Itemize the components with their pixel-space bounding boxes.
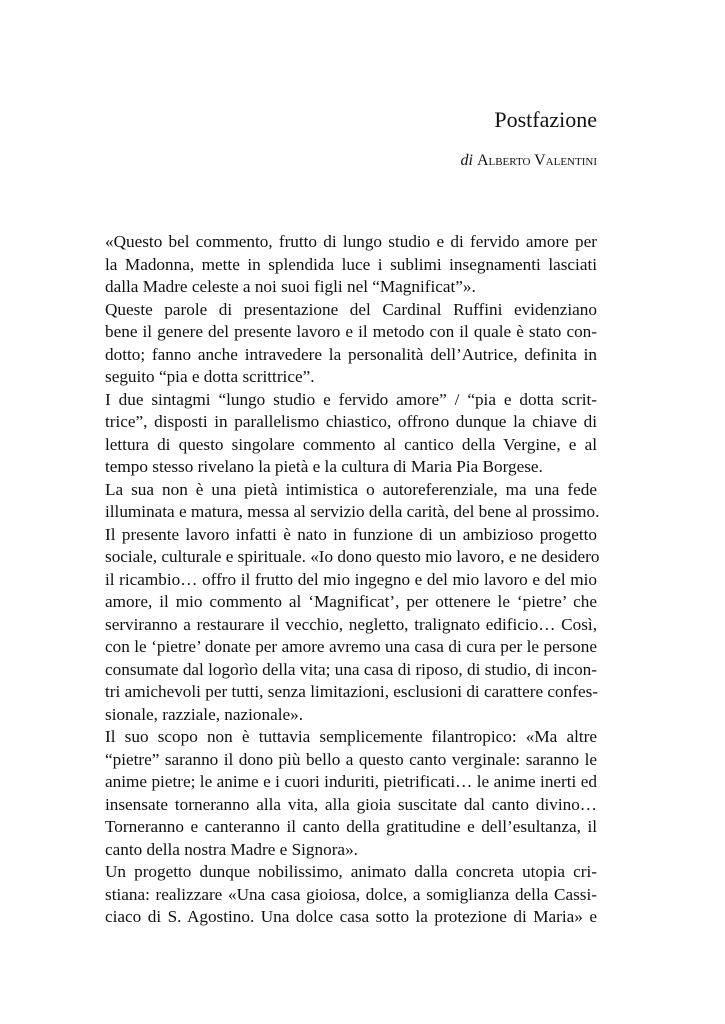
text-line: I due sintagmi “lungo studio e fervido amore” / “pia e dotta scrit- [105, 389, 597, 409]
text-line: insensate torneranno alla vita, alla gioia suscitate dal canto divino… [105, 794, 597, 814]
body-text [86, 231, 600, 929]
text-line: Un progetto dunque nobilissimo, animato dalla concreta utopia cri- [105, 862, 597, 881]
text-line: seguito “pia e dotta scrittrice”. [105, 367, 315, 386]
text-line: canto della nostra Madre e Signora». [105, 839, 358, 859]
paragraph [86, 299, 597, 389]
text-line: sociale, culturale e spirituale. «Io dono questo mio lavoro, e ne desidero [105, 547, 600, 566]
text-line: stiana: realizzare «Una casa gioiosa, dolce, a somiglianza della Cassi- [105, 884, 597, 904]
text-line: «Questo bel commento, frutto di lungo studio e di fervido amore per [105, 232, 597, 251]
text-line: Torneranno e canteranno il canto della gratitudine e dell’esultanza, il [105, 817, 597, 836]
text-line: La sua non è una pietà intimistica o autoreferenziale, ma una fede [105, 479, 597, 499]
paragraph [86, 726, 597, 861]
paragraph [86, 389, 597, 479]
text-line: Il presente lavoro infatti è nato in funzione di un ambizioso progetto [105, 524, 597, 544]
paragraph [86, 231, 597, 299]
text-line: trice”, disposti in parallelismo chiastico, offrono dunque la chiave di [105, 412, 597, 431]
paragraph [86, 861, 597, 929]
author-name: Alberto Valentini [476, 152, 597, 169]
text-line: la Madonna, mette in splendida luce i sublimi insegnamenti lasciati [105, 254, 597, 274]
author-prefix: di [460, 152, 473, 169]
page-title: Postfazione [494, 107, 597, 132]
text-line: con le ‘pietre’ donate per amore avremo una casa di cura per le persone [105, 637, 597, 656]
text-line: illuminata e matura, messa al servizio della carità, del bene al prossimo. [105, 502, 600, 521]
text-line: tempo stesso rivelano la pietà e la cultura di Maria Pia Borgese. [105, 457, 543, 476]
text-line: sionale, razziale, nazionale». [105, 704, 304, 724]
text-line: Queste parole di presentazione del Cardinal Ruffini evidenziano [105, 299, 597, 319]
paragraph [86, 479, 600, 524]
paragraph [86, 524, 600, 727]
text-line: serviranno a restaurare il vecchio, negletto, tralignato edificio… Così, [105, 614, 597, 634]
text-line: tri amichevoli per tutti, senza limitazioni, esclusioni di carattere confes- [105, 682, 599, 701]
text-line: Il suo scopo non è tuttavia semplicemente filantropico: «Ma altre [105, 727, 597, 746]
text-line: lettura di questo singolare commento al cantico della Vergine, e al [105, 434, 597, 454]
author-line [460, 150, 597, 172]
text-line: ciaco di S. Agostino. Una dolce casa sotto la protezione di Maria» e [105, 907, 597, 926]
text-line: consumate dal logorìo della vita; una casa di riposo, di studio, di incon- [105, 659, 597, 679]
text-line: “pietre” saranno il dono più bello a questo canto verginale: saranno le [105, 749, 597, 769]
text-line: bene il genere del presente lavoro e il metodo con il quale è stato con- [105, 322, 597, 341]
text-line: dalla Madre celeste a noi suoi figli nel “Magnificat”». [105, 277, 476, 296]
text-line: amore, il mio commento al ‘Magnificat’, per ottenere le ‘pietre’ che [105, 592, 597, 611]
text-line: dotto; fanno anche intravedere la personalità dell’Autrice, definita in [105, 344, 597, 364]
text-line: il ricambio… offro il frutto del mio ingegno e del mio lavoro e del mio [105, 569, 597, 589]
text-line: anime pietre; le anime e i cuori induriti, pietrificati… le anime inerti ed [105, 772, 597, 791]
